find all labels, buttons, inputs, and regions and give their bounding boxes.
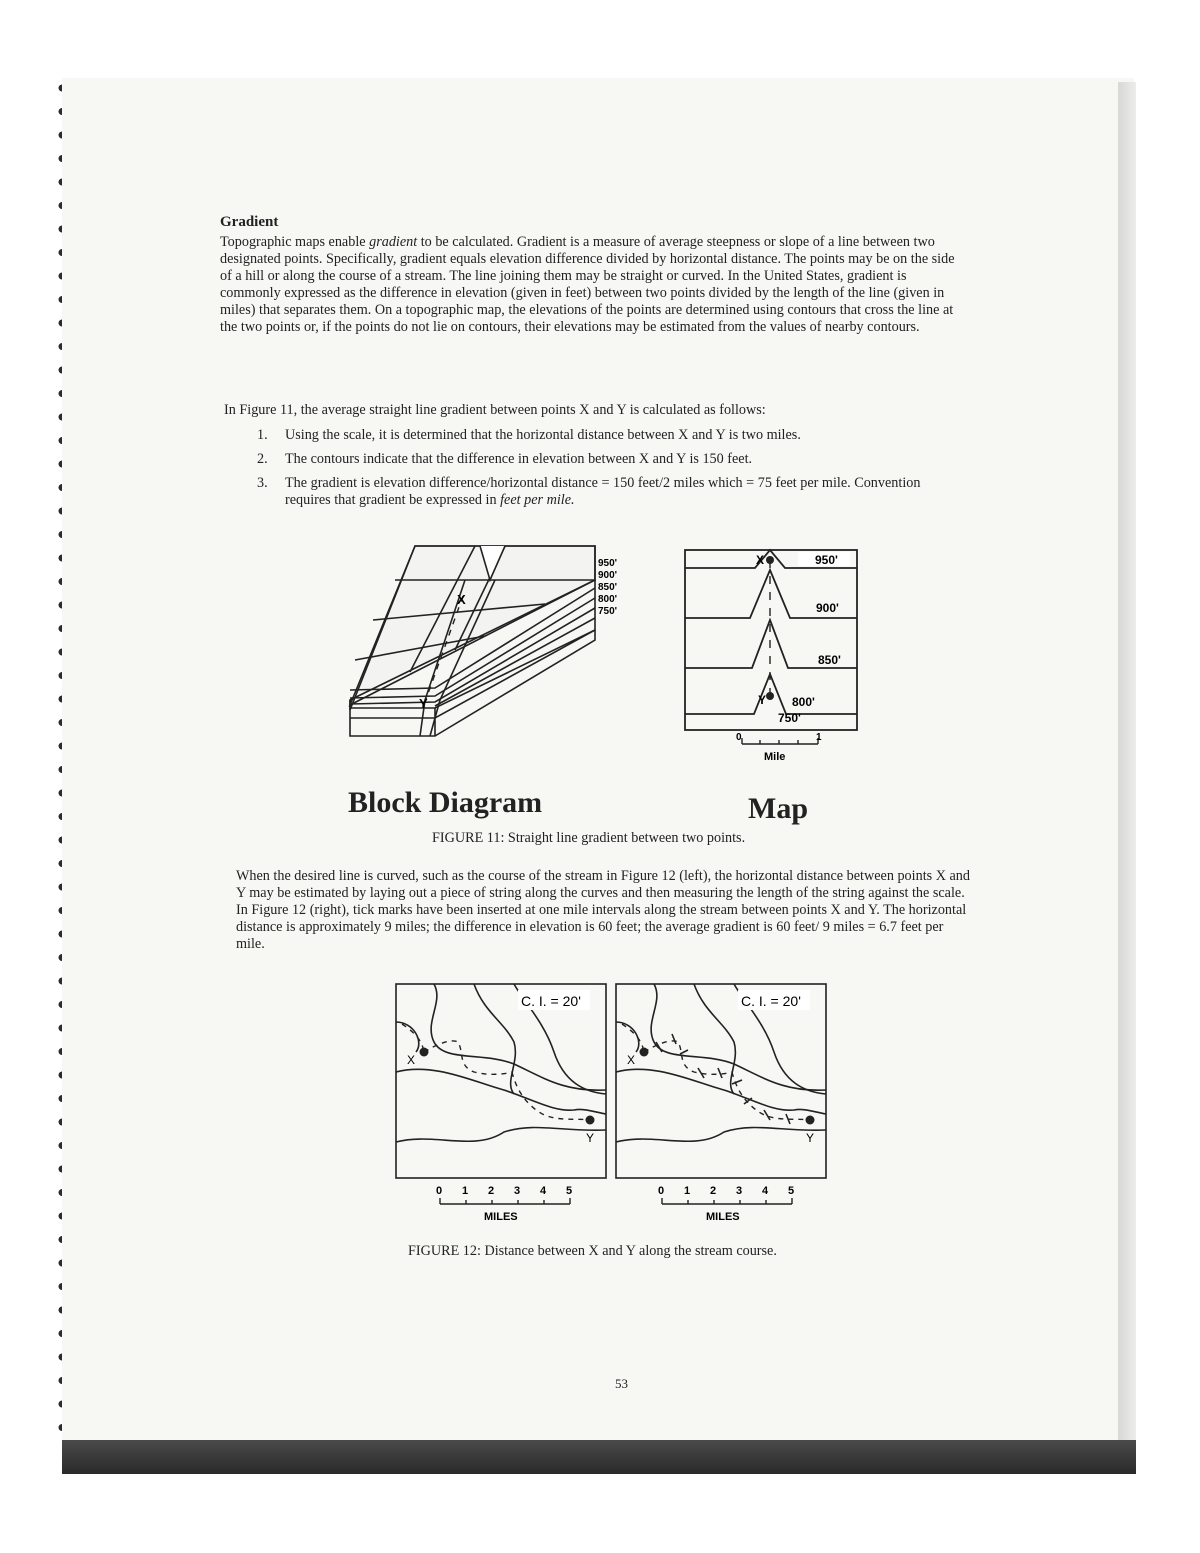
block-level-850: 850'	[598, 582, 618, 593]
stream-right-point-y: Y	[806, 1131, 815, 1145]
map-contour-900: 900'	[816, 601, 839, 615]
ci-label-left: C. I. = 20'	[521, 993, 581, 1009]
block-level-750: 750'	[598, 606, 618, 617]
block-diagram-figure	[345, 540, 645, 740]
miles-scale-left	[430, 1180, 590, 1228]
scale-right-tick-1: 1	[684, 1185, 691, 1197]
page-number: 53	[615, 1376, 628, 1391]
step-text: Using the scale, it is determined that the horizontal distance between X and Y is two miles.	[285, 427, 801, 443]
step-text: The gradient is elevation difference/horizontal distance = 150 feet/2 miles which = 75 feet per mile. Convention requires that gradient be expressed in	[285, 475, 921, 508]
step-3	[257, 475, 935, 509]
miles-scale-right	[652, 1180, 812, 1228]
scale-right-tick-2: 2	[710, 1185, 717, 1197]
block-level-900: 900'	[598, 570, 618, 581]
scale-right-tick-5: 5	[788, 1185, 795, 1197]
block-level-800: 800'	[598, 594, 618, 605]
step-number: 2.	[257, 451, 268, 467]
scale-left-tick-0: 0	[436, 1185, 443, 1197]
step-1	[257, 427, 925, 444]
step-emphasis: feet per mile.	[500, 492, 575, 508]
intro-paragraph: In Figure 11, the average straight line gradient between points X and Y is calculated as follows:	[224, 402, 766, 418]
map-contour-750: 750'	[778, 711, 801, 725]
scale-right-tick-0: 0	[658, 1185, 665, 1197]
step-number: 1.	[257, 427, 268, 443]
stream-map-right	[614, 982, 828, 1180]
block-diagram-label: Block Diagram	[348, 786, 543, 819]
curved-line-paragraph: When the desired line is curved, such as the course of the stream in Figure 12 (left), the horizontal distance between points X and Y may be estimated by laying out a piece of string along the curves and then measuring the length of the string against the scale. In Figure 12 (right), tick marks have been inserted at one mile intervals along the stream between points X and Y. The horizontal distance is approximately 9 miles; the difference in elevation is 60 feet; the average gradient is 60 feet/ 9 miles = 6.7 feet per mile.	[236, 868, 970, 952]
scale-left-unit: MILES	[484, 1211, 518, 1223]
map-scale-zero: 0	[736, 732, 742, 743]
stream-left-point-x: X	[407, 1053, 416, 1067]
block-point-y: Y	[419, 696, 428, 711]
map-scale-one: 1	[816, 732, 822, 743]
stream-map-left	[394, 982, 608, 1180]
gradient-paragraph	[220, 234, 965, 336]
page-bottom-shadow	[62, 1440, 1136, 1474]
map-label: Map	[748, 792, 808, 825]
map-point-x: X	[756, 553, 765, 567]
section-heading: Gradient	[220, 214, 279, 230]
block-level-950: 950'	[598, 558, 618, 569]
figure-11-caption: FIGURE 11: Straight line gradient between two points.	[432, 830, 746, 846]
scale-left-tick-4: 4	[540, 1185, 547, 1197]
step-2	[257, 451, 925, 468]
para1-before: Topographic maps enable	[220, 234, 370, 250]
scale-left-tick-2: 2	[488, 1185, 495, 1197]
map-contour-850: 850'	[818, 653, 841, 667]
scale-right-tick-3: 3	[736, 1185, 743, 1197]
scale-right-unit: MILES	[706, 1211, 740, 1223]
map-scale-unit: Mile	[764, 751, 786, 763]
map-contour-800: 800'	[792, 695, 815, 709]
para1-term: gradient	[369, 234, 418, 250]
contour-map-figure	[680, 546, 860, 768]
ci-label-right: C. I. = 20'	[741, 993, 801, 1009]
figure-12-caption: FIGURE 12: Distance between X and Y along the stream course.	[408, 1243, 777, 1259]
scale-left-tick-5: 5	[566, 1185, 573, 1197]
block-point-x: X	[457, 592, 466, 607]
map-contour-950: 950'	[815, 553, 838, 567]
stream-right-point-x: X	[627, 1053, 636, 1067]
para1-after: to be calculated. Gradient is a measure of average steepness or slope of a line between two designated points. Specifically, gradient equals elevation difference divided by horizontal distance. The points may be on the side of a hill or along the course of a stream. The line joining them may be straight or curved. In the United States, gradient is commonly expressed as the difference in elevation (given in feet) between two points divided by the length of the line (given in miles) that separates them. On a topographic map, the elevations of the points are determined using contours that cross the line at the two points or, if the points do not lie on contours, their elevations may be estimated from the values of nearby contours.	[220, 234, 955, 335]
stream-left-point-y: Y	[586, 1131, 595, 1145]
scale-right-tick-4: 4	[762, 1185, 769, 1197]
scale-left-tick-1: 1	[462, 1185, 469, 1197]
page-edge	[1118, 82, 1136, 1472]
step-number: 3.	[257, 475, 268, 491]
scale-left-tick-3: 3	[514, 1185, 521, 1197]
step-text: The contours indicate that the difference in elevation between X and Y is 150 feet.	[285, 451, 753, 467]
map-point-y: Y	[758, 693, 767, 707]
